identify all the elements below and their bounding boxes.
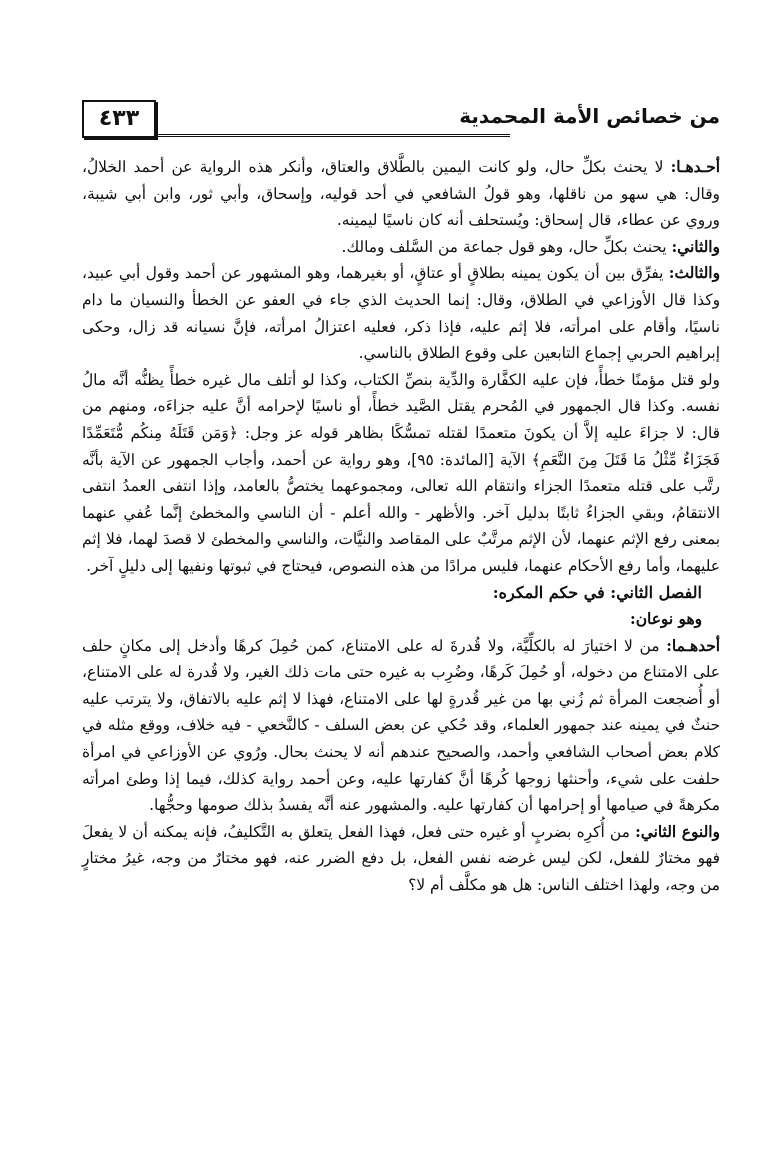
- paragraph-type-two: [82, 819, 720, 899]
- paragraph-text: يحنث بكلِّ حال، وهو قول جماعة من السَّلف ومالك.: [341, 237, 672, 256]
- paragraph-lead: والثالث:: [668, 264, 720, 283]
- header-rule: [156, 134, 510, 139]
- paragraph-lead: أحدهـما:: [666, 636, 720, 655]
- paragraph-manslaughter: [82, 367, 720, 580]
- paragraph-text: لا يحنث بكلِّ حال، ولو كانت اليمين بالطَّلاق والعتاق، وأنكر هذه الرواية عن أحمد الخلالُ، وقال: هي سهو من ناقلها، وهو قولُ الشافعي في أحد قوليه، وإسحاق، وأبي ثور، وابن أبي شيبة، وروي عن عطاء، قال إسحاق: ويُستحلف أنه كان ناسيًا ليمينه.: [82, 158, 720, 230]
- paragraph-text: ولو قتل مؤمنًا خطأً، فإن عليه الكفَّارة والدِّية بنصِّ الكتاب، وكذا لو أتلف مال غيره خطأً يظنُّه أنَّه مالُ نفسه. وكذا قال الجمهور في المُحرم يقتل الصَّيد خطأً، أو ناسيًا لإحرامه أنَّ عليه جزاءَه، ومنهم من قال: لا جزاءَ عليه إلاَّ أن يكونَ متعمدًا لقتله تمسُّكًا بظاهر قوله عز وجل: ﴿وَمَن قَتَلَهُ مِنكُم مُّتَعَمِّدًا فَجَزَاءٌ مِّثْلُ مَا قَتَلَ مِنَ النَّعَمِ﴾ الآية [المائدة: ٩٥]، وهو رواية عن أحمد، وأجاب الجمهور عن الآية بأنَّه رتَّب على قتله متعمدًا الجزاء وانتقام الله تعالى، ومجموعهما يختصُّ بالعامد، وإذا انتفى العمدُ انتفى الانتقامُ، وبقي الجزاءُ ثابتًا بدليل آخر. والأظهر - والله أعلم - أن الناسي والمخطئ إنَّما عُفي عنهما بمعنى رفع الإثم عنهما، لأن الإثم مرتَّبٌ على المقاصد والنيَّات، والناسي والمخطئ لا قصدَ لهما، فلا إثم عليهما، وأما رفع الأحكام عنهما، فليس مرادًا من هذه النصوص، فيحتاج في ثبوتها ونفيها إلى دليلٍ آخر.: [82, 370, 720, 575]
- paragraph-third-view: [82, 260, 720, 366]
- paragraph-second-view: [82, 234, 720, 261]
- section-heading: الفصل الثاني: في حكم المكره:: [492, 582, 702, 602]
- paragraph-text: يفرِّق بين أن يكون يمينه بطلاقٍ أو عتاقٍ، أو بغيرهما، وهو المشهور عن أحمد وقول أبي عبيد، وكذا قال الأوزاعي في الطلاق، وقال: إنما الحديث الذي جاء في العفو عن الخطأ والنسيان ما دام ناسيًا، وأقام على امرأته، فلا إثم عليه، فإذا ذكر، فعليه اعتزالُ امرأته، فإنَّ نسيانه قد زال، وحكى إبراهيم الحربي إجماع التابعين على وقوع الطلاق بالناسي.: [82, 264, 720, 363]
- paragraph-first-view: [82, 154, 720, 234]
- paragraph-text: من أُكرِه بضربٍ أو غيره حتى فعل، فهذا الفعل يتعلق به التَّكليفُ، فإنه يمكنه أن لا يفعلَ فهو مختارٌ للفعل، لكن ليس غرضه نفس الفعل، بل دفع الضرر عنه، فهو مختارٌ من وجه، غيرُ مختارٍ من وجه، ولهذا اختلف الناس: هل هو مكلَّف أم لا؟: [82, 822, 720, 895]
- page-header: [82, 96, 720, 142]
- running-title: من خصائص الأمة المحمدية: [459, 104, 720, 128]
- page-number: ٤٣٣: [82, 100, 156, 138]
- sub-heading: وهو نوعان:: [630, 610, 702, 629]
- body-text: [82, 154, 720, 899]
- paragraph-type-one: [82, 633, 720, 819]
- book-page: [82, 96, 720, 1096]
- paragraph-lead: والثاني:: [671, 237, 720, 256]
- paragraph-lead: أحـدهـا:: [670, 158, 720, 176]
- paragraph-text: من لا اختيارَ له بالكلِّيَّة، ولا قُدرةَ له على الامتناع، كمن حُمِلَ كرهًا وأدخل إلى مكانٍ حلف على الامتناع من دخوله، أو حُمِلَ كَرهًا، وضُرِب به غيره حتى مات ذلك الغير، ولا قُدرة له على الامتناع، أو أُضجعت المرأة ثم زُني بها من غير قُدرةٍ لها على الامتناع، فهذا لا إثم عليه بالاتفاق، ولا يترتب عليه حنثٌ في يمينه عند جمهور العلماء، وقد حُكي عن بعض السلف - كالنَّخعي - فيه خلاف، ووقع مثله في كلام بعض أصحاب الشافعي وأحمد، والصحيح عندهم أنه لا يحنث بحال. ورُوي عن الأوزاعي في امرأة حلفت على شيء، وأحنثها زوجها كُرهًا أنَّ كفارتها عليه، وعن أحمد رواية كذلك، فيما إذا وطئ امرأته مكرهةً في صيامها أو إحرامها أن كفارتها عليه. والمشهور عنه أنَّه يفسدُ بذلك صومها وحجُّها.: [82, 636, 720, 815]
- paragraph-lead: والنوع الثاني:: [635, 822, 720, 841]
